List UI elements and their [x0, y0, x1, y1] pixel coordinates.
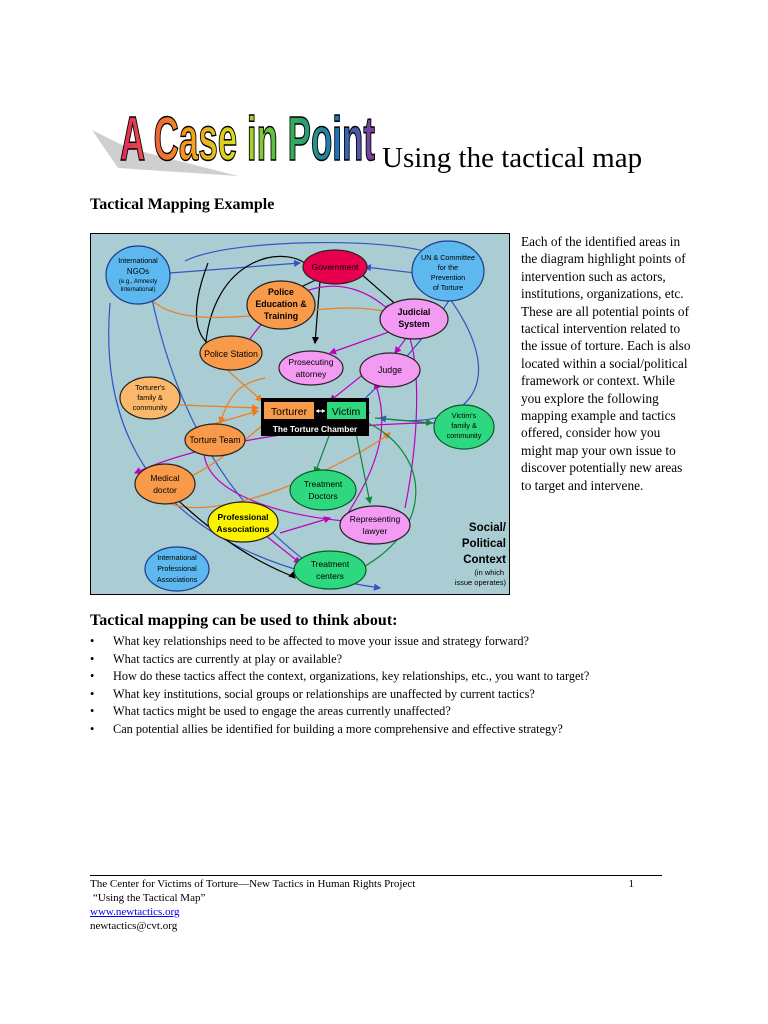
svg-text:The Torture Chamber: The Torture Chamber [272, 424, 358, 434]
bullet-icon: • [90, 669, 95, 684]
svg-text:Representinglawyer: Representing lawyer [349, 514, 401, 536]
bullet-icon: • [90, 686, 95, 701]
police-station-node [200, 336, 262, 370]
case-in-point-logo [88, 88, 388, 180]
svg-text:Government: Government [311, 262, 359, 272]
prosecuting-attorney-node [279, 351, 343, 385]
ngos-node [106, 246, 170, 304]
svg-text:Torturer: Torturer [270, 406, 308, 418]
bullet-icon: • [90, 704, 95, 719]
list-item: • What key relationships need to be affected to move your issue and strategy forward? [90, 633, 690, 651]
treatment-centers-node [294, 551, 366, 589]
svg-text:Medicaldoctor: Medical doctor [150, 473, 180, 495]
svg-text:Social/PoliticalContext: Social/ Political Context [461, 522, 506, 566]
treatment-doctors-node [290, 470, 356, 510]
svg-text:TreatmentDoctors: Treatment Doctors [303, 479, 343, 501]
judicial-system-node [380, 299, 448, 339]
footer-org: The Center for Victims of Torture—New Tactics in Human Rights Project [90, 878, 416, 890]
professional-associations-node [208, 502, 278, 542]
list-item: • Can potential allies be identified for building a more comprehensive and effective strategy? [90, 721, 690, 739]
bullet-icon: • [90, 721, 95, 736]
list-title: Tactical mapping can be used to think about: [90, 612, 398, 629]
torture-chamber-box [261, 398, 369, 436]
medical-doctor-node [135, 464, 195, 504]
bullet-icon: • [90, 651, 95, 666]
page-number: 1 [628, 878, 634, 890]
list-item: • What tactics might be used to engage the areas currently unaffected? [90, 703, 690, 721]
svg-text:JudicialSystem: Judicial System [397, 307, 431, 329]
torturer-family-node [120, 377, 180, 419]
svg-text:PoliceEducation &Training: Police Education & Training [255, 287, 307, 321]
website-link[interactable]: www.newtactics.org [90, 906, 180, 918]
svg-text:A Case in Point: A Case in Point [120, 105, 375, 174]
list-item: • How do these tactics affect the context, organizations, key relationships, etc., you want to target? [90, 668, 690, 686]
map-description: Each of the identified areas in the diagram highlight points of intervention such as actors, institutions, organizations, etc. These are all potential points of tactical intervention related to the issue of torture. Each is also located within a social/political framework or context. While you explore the following mapping example and tactics offered, consider how you might map your own issue to discover potentially new areas to target and intervene. [521, 234, 691, 493]
un-committee-node [412, 241, 484, 301]
judge-node [360, 353, 420, 387]
svg-text:Judge: Judge [378, 365, 402, 375]
questions-list [90, 633, 690, 739]
victim-family-node [434, 405, 494, 449]
svg-text:Torture Team: Torture Team [189, 435, 241, 445]
list-item: • What tactics are currently at play or available? [90, 651, 690, 669]
svg-text:Victim'sfamily &community: Victim's family & community [446, 411, 482, 440]
svg-text:Treatmentcenters: Treatment centers [310, 559, 350, 581]
svg-text:(in whichissue operates): (in which issue operates) [454, 568, 506, 587]
page-subtitle: Using the tactical map [382, 142, 643, 174]
footer-divider [90, 875, 662, 876]
representing-lawyer-node [340, 506, 410, 544]
intl-professional-associations-node [145, 547, 209, 591]
police-education-node [247, 281, 315, 329]
government-node [303, 250, 367, 284]
footer-doc-title: “Using the Tactical Map” [93, 892, 206, 904]
svg-text:Torturer'sfamily &community: Torturer's family & community [132, 383, 168, 412]
svg-text:UN & Committeefor thePreventio: UN & Committee for the Prevention of Torture [421, 253, 475, 292]
svg-text:InternationalProfessionalAssoc: International Professional Associations [156, 553, 198, 584]
bullet-icon: • [90, 634, 95, 648]
footer [90, 877, 662, 933]
svg-text:Police Station: Police Station [204, 349, 258, 359]
torture-team-node [185, 424, 245, 456]
section-title: Tactical Mapping Example [90, 196, 275, 213]
svg-text:ProfessionalAssociations: Professional Associations [216, 512, 270, 534]
list-item: • What key institutions, social groups or relationships are unaffected by current tactics? [90, 686, 690, 704]
svg-text:InternationalNGOs(e.g., Amnest: International NGOs (e.g., Amnesty International) [118, 256, 158, 293]
svg-text:Prosecutingattorney: Prosecuting attorney [288, 357, 334, 379]
svg-text:Victim: Victim [331, 406, 361, 418]
footer-email: newtactics@cvt.org [90, 920, 178, 932]
tactical-map-diagram [90, 233, 510, 595]
